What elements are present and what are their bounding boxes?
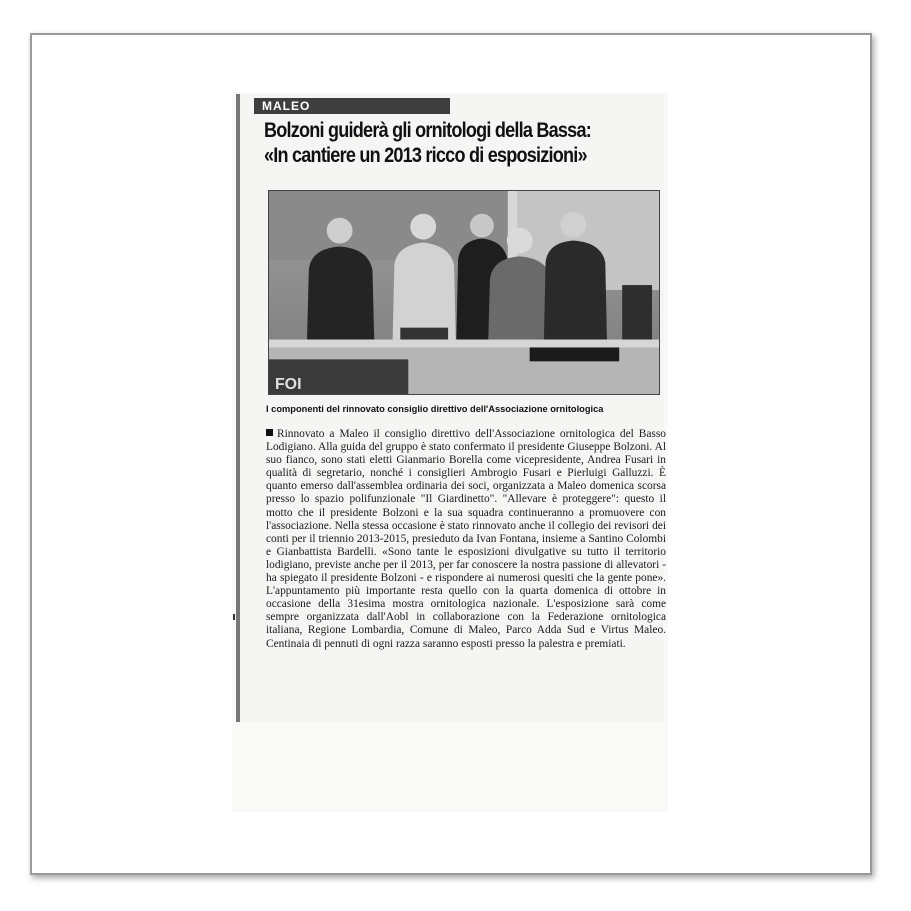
newspaper-clipping bbox=[236, 94, 664, 722]
margin-mark bbox=[233, 614, 235, 620]
bullet-square-icon bbox=[266, 429, 273, 436]
article-body bbox=[266, 428, 666, 651]
photo-caption: I componenti del rinnovato consiglio direttivo dell'Associazione ornitologica bbox=[266, 404, 604, 414]
headline-line-1: Bolzoni guiderà gli ornitologi della Bassa: bbox=[264, 119, 591, 142]
section-label: MALEO bbox=[254, 98, 450, 114]
photo-sign-text: FOI bbox=[274, 376, 302, 394]
headline bbox=[264, 118, 608, 168]
column-rule bbox=[236, 94, 240, 722]
scanned-page bbox=[232, 92, 668, 812]
headline-line-2: «In cantiere un 2013 ricco di esposizioni» bbox=[264, 144, 587, 167]
group-photo bbox=[268, 190, 660, 395]
article-body-text: Rinnovato a Maleo il consiglio direttivo dell'Associazione ornitologica del Basso Lodigiano. Alla guida del gruppo è stato confermato il presidente Giuseppe Bolzoni. Al suo fianco, sono stati eletti Gianmario Borella come vicepresidente, Andrea Fusari in qualità di segretario, nonché i consiglieri Ambrogio Fusari e Pierluigi Galluzzi. È quanto emerso dall'assemblea ordinaria dei soci, organizzata a Maleo domenica scorsa presso lo spazio polifunzionale "Il Giardinetto". "Allevare è proteggere": questo il motto che il presidente Bolzoni e la sua squadra continueranno a promuovere con l'associazione. Nella stessa occasione è stato rinnovato anche il collegio dei revisori dei conti per il triennio 2013-2015, presieduto da Ivan Fontana, insieme a Santino Colombi e Gianbattista Bardelli. «Sono tante le esposizioni divulgative su tutto il territorio lodigiano, previste anche per il 2013, per far conoscere la nostra passione di allevatori - ha spiegato il presidente Bolzoni - e rispondere ai numerosi quesiti che la gente pone». L'appuntamento più importante resta quello con la quarta domenica di ottobre in occasione della 31esima mostra ornitologica nazionale. L'esposizione sarà come sempre organizzata dall'Aobl in collaborazione con la Federazione ornitologica italiana, Regione Lombardia, Comune di Maleo, Parco Adda Sud e Virtus Maleo. Centinaia di pennuti di ogni razza saranno esposti presso la palestra e premiati. bbox=[266, 428, 666, 650]
